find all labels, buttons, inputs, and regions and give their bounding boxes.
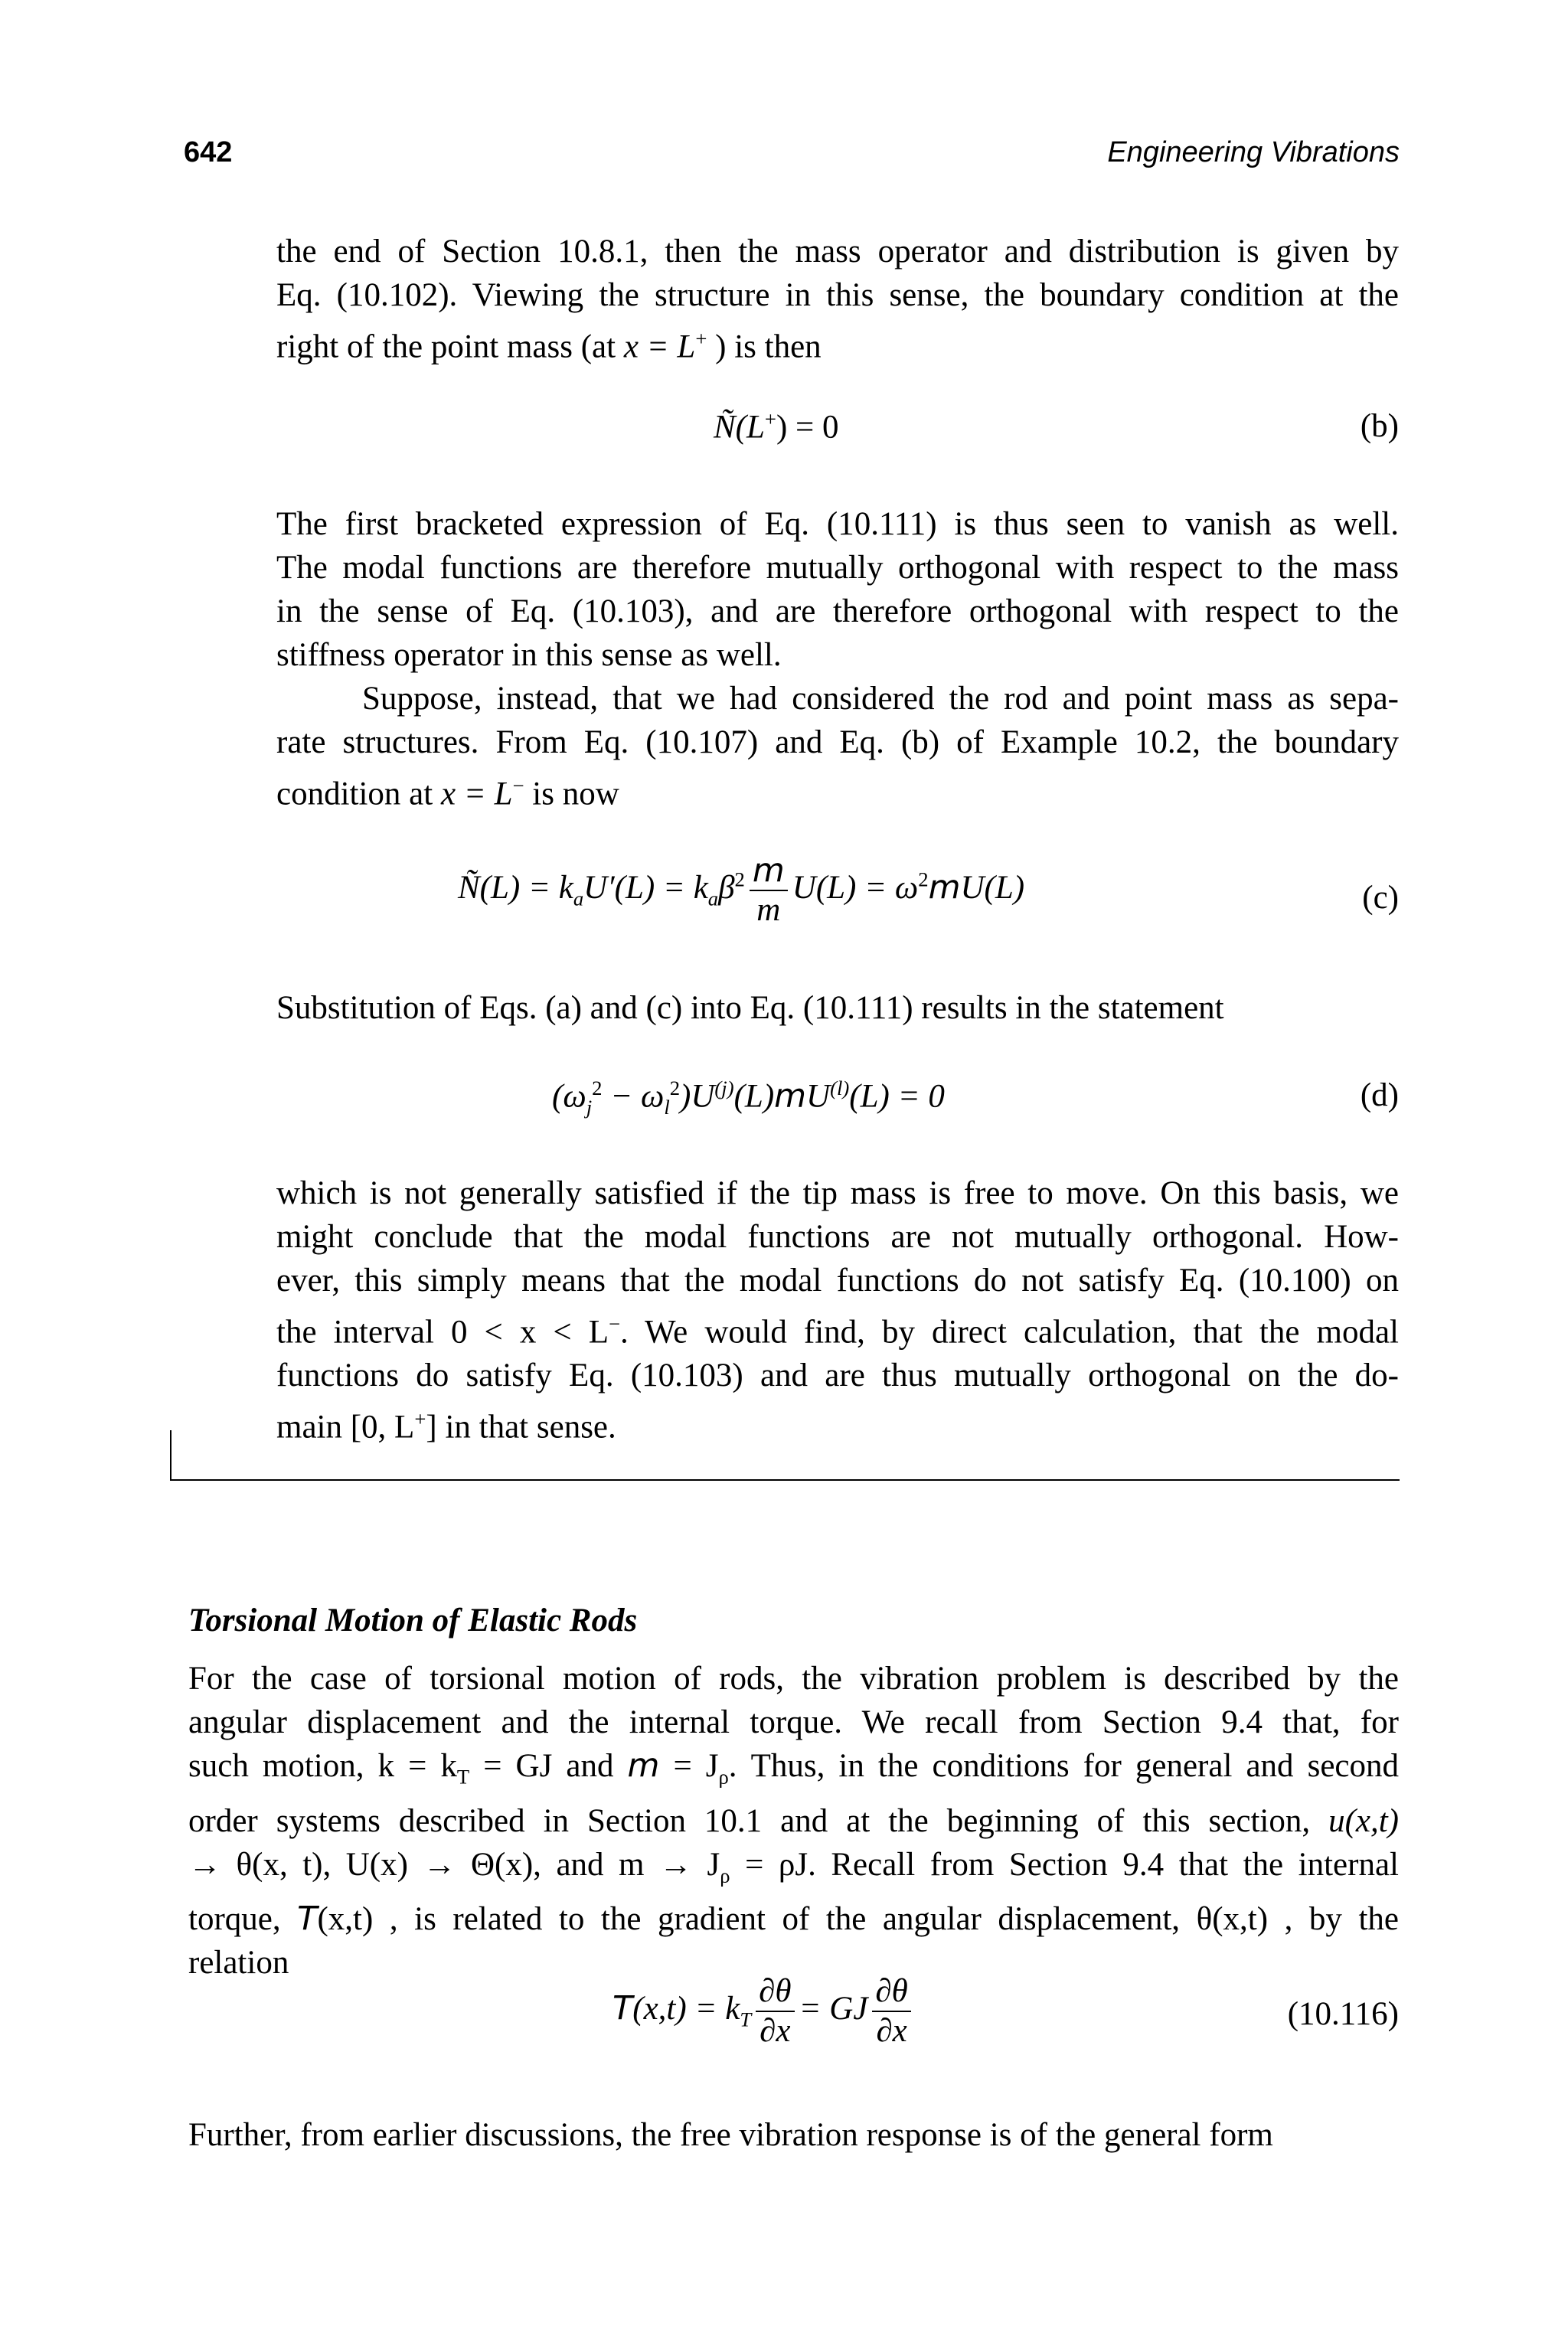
text-line: For the case of torsional motion of rods, the vibration problem is described by the — [188, 1661, 1399, 1697]
text-line: rate structures. From Eq. (10.107) and Eq. (b) of Example 10.2, the boundary — [276, 724, 1399, 760]
example-box-bottom-rule — [170, 1479, 1400, 1481]
example-box-left-rule — [170, 1430, 172, 1481]
text-line: Further, from earlier discussions, the free vibration response is of the general form — [188, 2117, 1273, 2153]
section-paragraph-2 — [188, 2113, 1399, 2157]
text-line: order systems described in Section 10.1 and at the beginning of this section, u(x,t) — [188, 1802, 1399, 1839]
text-line: torque, T(x,t) , is related to the gradient of the angular displacement, θ(x,t) , by the — [188, 1900, 1399, 1939]
fraction: $\frac{\partial\theta}{\partial x}$ — [872, 1972, 910, 2050]
text-line: main [0, L+] in that sense. — [276, 1407, 616, 1446]
equation-10-116: $T(x,t) = k_T$ $\frac{\partial\theta}{\partial x}$ = GJ $\frac{\partial\theta}{\partial x}$ — [612, 1972, 916, 2050]
text-line: Eq. (10.102). Viewing the structure in this sense, the boundary condition at the — [276, 277, 1399, 313]
text-line: Substitution of Eqs. (a) and (c) into Eq. (10.111) results in the statement — [276, 990, 1224, 1026]
equation-label-c: (c) — [1362, 880, 1399, 916]
text-line: ever, this simply means that the modal functions do not satisfy Eq. (10.100) on — [276, 1263, 1399, 1299]
equation-c: Ñ(L) = $k_aU'(L) = k_a\beta^2$ $\frac{m}{m}$ $U(L) = \omega^2mU(L)$ — [458, 851, 1025, 928]
equation-label-d: (d) — [1360, 1077, 1399, 1113]
text-line: angular displacement and the internal torque. We recall from Section 9.4 that, for — [188, 1704, 1399, 1740]
text-line: relation — [188, 1945, 289, 1982]
text-line: The first bracketed expression of Eq. (10.111) is thus seen to vanish as well. — [276, 506, 1399, 542]
text-line: stiffness operator in this sense as well. — [276, 637, 782, 673]
text-line: which is not generally satisfied if the tip mass is free to move. On this basis, we — [276, 1175, 1399, 1211]
equation-label-b: (b) — [1360, 408, 1399, 444]
text-line: The modal functions are therefore mutually orthogonal with respect to the mass — [276, 550, 1399, 586]
text-line: Suppose, instead, that we had considered the rod and point mass as sepa- — [362, 681, 1399, 717]
example-paragraph-5 — [276, 1171, 1399, 1449]
example-paragraph-1 — [276, 230, 1399, 368]
text-line: → θ(x, t), U(x) → Θ(x), and $m \to J_\rho = \rho J$. Recall from Section 9.4 that the internal — [188, 1846, 1399, 1887]
equation-b: Ñ(L+) = 0 — [714, 407, 839, 446]
example-paragraph-3 — [276, 677, 1399, 815]
equation-d: $(\omega_j^2 - \omega_l^2)U^{(j)}(L)mU^{(l)}(L) = 0$ — [552, 1077, 945, 1119]
math-inline: x = L — [440, 776, 513, 812]
section-paragraph-1 — [188, 1657, 1399, 1985]
section-heading: Torsional Motion of Elastic Rods — [188, 1603, 638, 1638]
text-line: in the sense of Eq. (10.103), and are therefore orthogonal with respect to the — [276, 593, 1399, 629]
text-line: such motion, $k = k_T$ = GJ and $m = J_\rho$. Thus, in the conditions for general and second — [188, 1746, 1399, 1789]
example-paragraph-2 — [276, 502, 1399, 677]
text-line: the end of Section 10.8.1, then the mass operator and distribution is given by — [276, 234, 1399, 270]
equation-label-10-116: (10.116) — [1287, 1996, 1399, 2032]
example-paragraph-4 — [276, 986, 1399, 1030]
fraction: $\frac{m}{m}$ — [750, 851, 788, 929]
page-number: 642 — [184, 136, 233, 168]
text-line: functions do satisfy Eq. (10.103) and are thus mutually orthogonal on the do- — [276, 1357, 1399, 1394]
running-title: Engineering Vibrations — [1107, 136, 1400, 168]
text-line: condition at x = L− is now — [276, 774, 619, 812]
text-line: the interval 0 < x < L−. We would find, by direct calculation, that the modal — [276, 1312, 1399, 1351]
math-inline: x = L — [623, 328, 696, 365]
text-line: right of the point mass (at x = L+ ) is then — [276, 327, 822, 365]
text-line: might conclude that the modal functions are not mutually orthogonal. How- — [276, 1219, 1399, 1255]
running-header — [184, 136, 1400, 175]
fraction: $\frac{\partial\theta}{\partial x}$ — [756, 1972, 794, 2050]
